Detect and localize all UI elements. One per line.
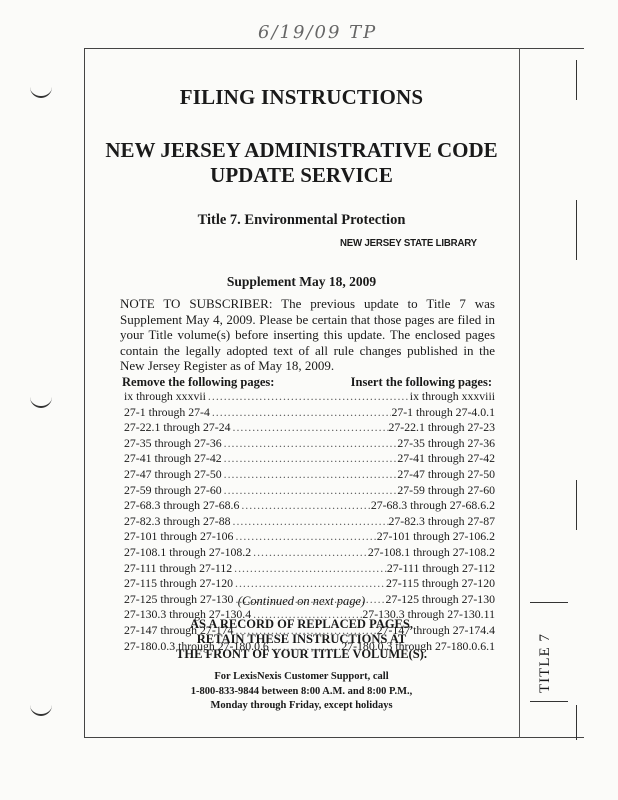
- record-notice: [84, 617, 519, 662]
- remove-pages-cell: 27-115 through 27-120: [124, 576, 234, 591]
- remove-pages-cell: 27-101 through 27-106: [124, 529, 234, 544]
- library-stamp: NEW JERSEY STATE LIBRARY: [340, 237, 477, 249]
- side-tab-label: TITLE 7: [537, 633, 553, 693]
- support-line: For LexisNexis Customer Support, call: [214, 671, 389, 682]
- table-row: [118, 529, 495, 545]
- dot-leader: [232, 561, 387, 577]
- table-row: [118, 389, 495, 405]
- remove-pages-cell: 27-68.3 through 27-68.6: [124, 498, 240, 513]
- customer-support: [84, 670, 519, 714]
- margin-line: [576, 200, 577, 260]
- remove-pages-cell: 27-1 through 27-4: [124, 404, 210, 419]
- dot-leader: [210, 405, 392, 421]
- remove-column-header: Remove the following pages:: [122, 375, 275, 389]
- remove-pages-cell: 27-125 through 27-130: [124, 591, 234, 606]
- margin-line: [576, 705, 577, 740]
- continued-note: (Continued on next page): [237, 594, 366, 608]
- table-row: [118, 545, 495, 561]
- insert-pages-cell: 27-68.3 through 27-68.6.2: [370, 498, 495, 513]
- remove-pages-cell: ix through xxxvii: [124, 389, 206, 403]
- table-row: [118, 561, 495, 577]
- insert-pages-cell: 27-59 through 27-60: [397, 482, 495, 497]
- punch-hole-icon: [30, 392, 52, 408]
- table-row: [118, 576, 495, 592]
- insert-pages-cell: 27-108.1 through 27-108.2: [367, 544, 495, 559]
- side-tab-rule: [530, 602, 568, 603]
- dot-leader: [231, 420, 389, 436]
- handwritten-note: 6/19/09 TP: [258, 22, 378, 43]
- frame-top-rule: [84, 48, 584, 49]
- insert-pages-cell: 27-1 through 27-4.0.1: [391, 404, 495, 419]
- remove-pages-cell: 27-180.0.3 through 27-180.0.6: [124, 638, 269, 653]
- subheading-line: NEW JERSEY ADMINISTRATIVE CODE: [105, 138, 498, 162]
- table-row: [118, 467, 495, 483]
- table-row: [118, 405, 495, 421]
- remove-pages-cell: 27-47 through 27-50: [124, 466, 222, 481]
- supplement-date: Supplement May 18, 2009: [226, 274, 377, 289]
- subscriber-note: NOTE TO SUBSCRIBER: The previous update to Title 7 was Supplement May 4, 2009. Please be certain that those pages are filed in your Title volume(s) before inserting this update. The enclosed pages contain the legally adopted text of all rule changes published in the New Jersey Register as of May 18, 2009.: [120, 296, 495, 373]
- frame-bottom-rule: [84, 737, 584, 738]
- insert-pages-cell: ix through xxxviii: [409, 389, 495, 403]
- margin-line: [576, 480, 577, 530]
- dot-leader: [222, 436, 398, 452]
- remove-pages-cell: 27-111 through 27-112: [124, 560, 233, 575]
- dot-leader: [233, 576, 386, 592]
- dot-leader: [222, 467, 398, 483]
- table-row: [118, 436, 495, 452]
- support-line: 1-800-833-9844 between 8:00 A.M. and 8:00 P.M.,: [190, 685, 413, 697]
- pages-list: [118, 389, 495, 654]
- insert-pages-cell: 27-82.3 through 27-87: [388, 513, 495, 528]
- title-line: Title 7. Environmental Protection: [197, 212, 406, 228]
- insert-pages-cell: 27-115 through 27-120: [385, 576, 495, 591]
- dot-leader: [222, 451, 398, 467]
- insert-pages-cell: 27-111 through 27-112: [386, 560, 495, 575]
- table-row: [118, 514, 495, 530]
- remove-pages-cell: 27-82.3 through 27-88: [124, 513, 231, 528]
- table-row: [118, 498, 495, 514]
- insert-pages-cell: 27-147 through 27-174.4: [376, 622, 495, 637]
- insert-pages-cell: 27-125 through 27-130: [385, 591, 495, 606]
- remove-pages-cell: 27-35 through 27-36: [124, 435, 222, 450]
- record-line: RETAIN THESE INSTRUCTIONS AT: [196, 632, 407, 646]
- insert-pages-cell: 27-101 through 27-106.2: [376, 529, 495, 544]
- record-line: THE FRONT OF YOUR TITLE VOLUME(S).: [176, 647, 427, 661]
- remove-pages-cell: 27-130.3 through 27-130.4: [124, 607, 252, 622]
- side-tab-rule: [530, 701, 568, 702]
- dot-leader: [233, 529, 376, 545]
- dot-leader: [231, 514, 389, 530]
- remove-pages-cell: 27-41 through 27-42: [124, 451, 222, 466]
- insert-column-header: Insert the following pages:: [350, 375, 492, 389]
- insert-pages-cell: 27-180.0.3 through 27-180.0.6.1: [341, 638, 495, 653]
- insert-pages-cell: 27-22.1 through 27-23: [388, 420, 495, 435]
- insert-pages-cell: 27-35 through 27-36: [397, 435, 495, 450]
- pages-list-header: [122, 375, 492, 390]
- table-row: [118, 451, 495, 467]
- page-subheading: [84, 138, 519, 188]
- insert-pages-cell: 27-41 through 27-42: [397, 451, 495, 466]
- punch-hole-icon: [30, 700, 52, 716]
- table-row: [118, 483, 495, 499]
- table-row: [118, 420, 495, 436]
- page-heading: FILING INSTRUCTIONS: [179, 85, 424, 109]
- remove-pages-cell: 27-147 through 27-174: [124, 622, 234, 637]
- frame-right-rule: [519, 48, 520, 738]
- remove-pages-cell: 27-108.1 through 27-108.2: [124, 544, 252, 559]
- subheading-line: UPDATE SERVICE: [210, 163, 393, 187]
- dot-leader: [206, 389, 410, 405]
- insert-pages-cell: 27-47 through 27-50: [397, 466, 495, 481]
- dot-leader: [239, 498, 370, 514]
- punch-hole-icon: [30, 82, 52, 98]
- remove-pages-cell: 27-22.1 through 27-24: [124, 420, 231, 435]
- dot-leader: [222, 483, 398, 499]
- insert-pages-cell: 27-130.3 through 27-130.11: [362, 607, 495, 622]
- dot-leader: [251, 545, 368, 561]
- remove-pages-cell: 27-59 through 27-60: [124, 482, 222, 497]
- support-line: Monday through Friday, except holidays: [210, 700, 393, 711]
- margin-line: [576, 60, 577, 100]
- record-line: AS A RECORD OF REPLACED PAGES,: [190, 617, 413, 631]
